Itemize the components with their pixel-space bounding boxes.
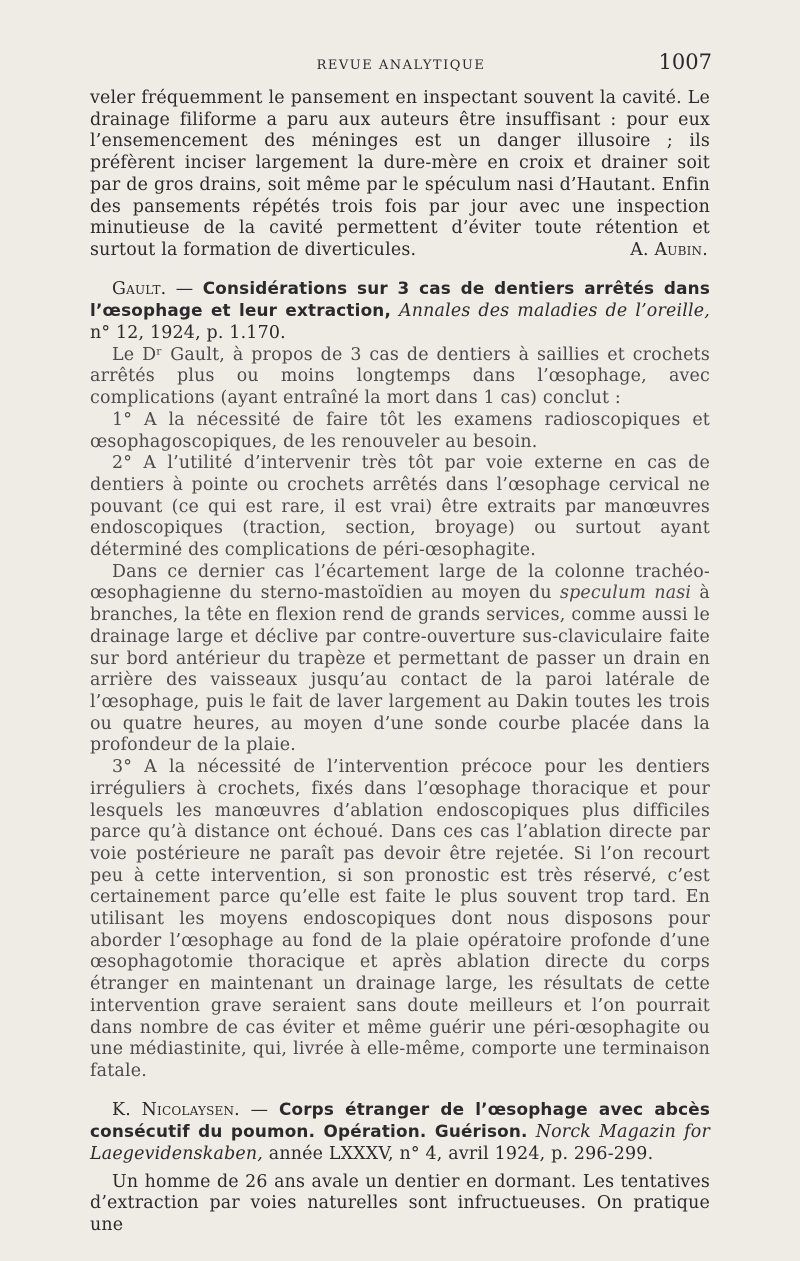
article3-heading	[90, 1099, 710, 1166]
article2-journal: Annales des maladies de l’oreille,	[398, 301, 710, 322]
article2-author: Gault.	[112, 278, 167, 299]
article3-author: K. Nicolaysen.	[112, 1099, 240, 1120]
article2-para4-rest: à branches, la tête en flexion rend de grands services, comme aussi le drainage large et déclive par contre-ouverture sus-claviculaire faite sur bord antérieur du trapèze et permettant de passer un drain en arrière des vaisseaux jusqu’au contact de la paroi latérale de l’œsophage, puis le fait de laver largement au Dakin toutes les trois ou quatre heures, au moyen d’une sonde courbe placée dans la profondeur de la plaie.	[90, 583, 710, 756]
article2-paragraph-3: 2° A l’utilité d’intervenir très tôt par voie externe en cas de dentiers à pointe ou crochets arrêtés dans l’œsophage cervical ne pouvant (ce qui est rare, il est vrai) être extraits par manœuvres endoscopiques (traction, section, broyage) ou surtout ayant déterminé des complications de péri-œsophagite.	[90, 453, 710, 561]
page-number: 1007	[658, 50, 712, 74]
article2-heading	[90, 278, 710, 345]
signature	[630, 240, 708, 262]
article2-title: Considérations sur 3 cas de dentiers arrêtés dans l’œsophage et leur extraction,	[90, 277, 711, 321]
article3-dash: —	[239, 1099, 279, 1120]
article2-paragraph-4	[90, 562, 710, 757]
article2-paragraph-2: 1° A la nécessité de faire tôt les examens radioscopiques et œsophagoscopiques, de les renouveler au besoin.	[90, 409, 710, 452]
article2-para4-text: Dans ce dernier cas l’écartement large de la colonne trachéo-œsophagienne du sterno-mastoïdien au moyen du	[90, 561, 710, 604]
article2-paragraph-1: Le Dʳ Gault, à propos de 3 cas de dentiers à saillies et crochets arrêtés plus ou moins longtemps dans l’œsophage, avec complications (ayant entraîné la mort dans 1 cas) conclut :	[90, 344, 710, 409]
article3-journal: Norck Magazin for Laegevidenskaben,	[90, 1122, 710, 1165]
spacer	[90, 1083, 710, 1099]
body-text	[90, 88, 710, 1237]
article2-para4-italic: speculum nasi	[559, 583, 692, 604]
signature-initial: A.	[630, 239, 649, 260]
article3-title: Corps étranger de l’œsophage avec abcès consécutif du poumon. Opération. Guérison.	[90, 1098, 711, 1142]
section1-paragraph	[90, 88, 710, 262]
article2-reference: n° 12, 1924, p. 1.170.	[90, 323, 286, 344]
running-title: REVUE ANALYTIQUE	[316, 58, 486, 73]
article2-paragraph-5: 3° A la nécessité de l’intervention précoce pour les dentiers irréguliers à crochets, fixés dans l’œsophage thoracique et pour lesquels les manœuvres d’ablation endoscopiques plus difficiles parce qu’à distance ont échoué. Dans ces cas l’ablation directe par voie postérieure ne paraît pas devoir être rejetée. Si l’on recourt peu à cette intervention, si son pronostic est très réservé, c’est certainement parce qu’elle est faite le plus souvent trop tard. En utilisant les moyens endoscopiques dont nous disposons pour aborder l’œsophage au fond de la plaie opératoire profonde d’une œsophagotomie thoracique et après ablation directe du corps étranger en maintenant un drainage large, les résultats de cette intervention grave seraient sans doute meilleurs et l’on pourrait dans nombre de cas éviter et même guérir une péri-œsophagite ou une médiastinite, qui, livrée à elle-même, comporte une terminaison fatale.	[90, 757, 710, 1081]
article2-dash: —	[166, 278, 203, 299]
article3-paragraph: Un homme de 26 ans avale un dentier en dormant. Les tentatives d’extraction par voies naturelles sont infructueuses. On pratique une	[90, 1171, 710, 1236]
spacer	[90, 262, 710, 278]
page-header	[90, 50, 712, 80]
article3-reference: année LXXXV, n° 4, avril 1924, p. 296-299.	[263, 1144, 654, 1165]
section1-text: veler fréquemment le pansement en inspectant souvent la cavité. Le drainage filiforme a paru aux auteurs être insuffisant : pour eux l’ensemencement des méninges est un danger illusoire ; ils préfèrent inciser largement la dure-mère en croix et drainer soit par de gros drains, soit même par le spéculum nasi d’Hautant. Enfin des pansements répétés trois fois par jour avec une inspection minutieuse de la cavité permettent d’éviter toute rétention et surtout la formation de diverticules.	[90, 88, 710, 260]
signature-name: Aubin.	[654, 239, 708, 260]
